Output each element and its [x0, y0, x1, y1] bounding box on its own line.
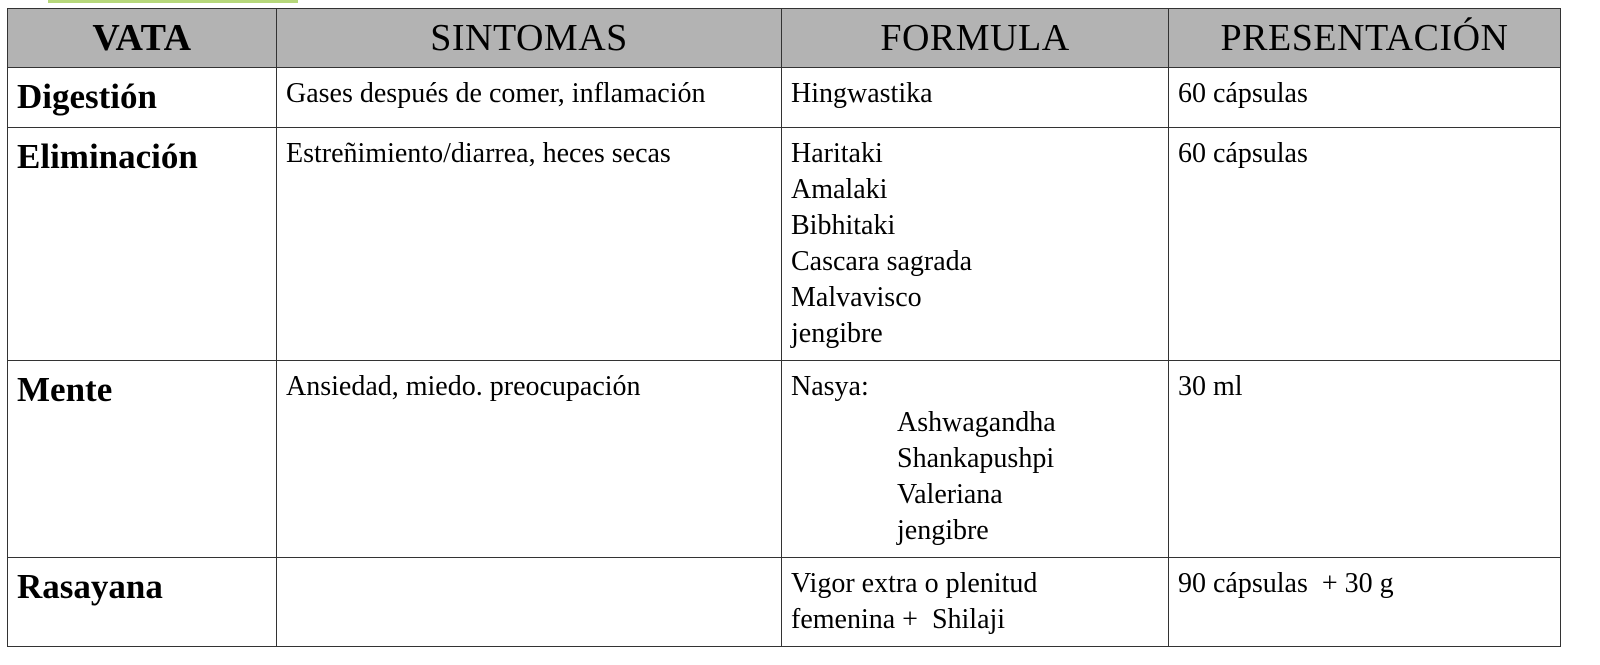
sintomas-cell: Estreñimiento/diarrea, heces secas [277, 128, 782, 361]
table-row-eliminacion [8, 128, 1561, 361]
formula-item: Shankapushpi [897, 443, 1055, 474]
header-presentacion: PRESENTACIÓN [1169, 9, 1561, 68]
formula-item: femenina + Shilaji [791, 604, 1006, 635]
formula-item: Vigor extra o plenitud [791, 568, 1038, 599]
formula-item: Malvavisco [791, 282, 922, 313]
presentacion-text: 90 cápsulas + 30 g [1178, 568, 1394, 599]
header-formula: FORMULA [782, 9, 1169, 68]
formula-item: jengibre [791, 318, 883, 349]
formula-item: Haritaki [791, 138, 883, 169]
formula-item: Hingwastika [791, 78, 933, 109]
sintomas-cell: Ansiedad, miedo. preocupación [277, 361, 782, 558]
presentacion-cell: 60 cápsulas [1169, 128, 1561, 361]
header-row [8, 9, 1561, 68]
formula-item: Bibhitaki [791, 210, 896, 241]
formula-item: Ashwagandha [897, 407, 1056, 438]
presentacion-cell: 60 cápsulas [1169, 68, 1561, 128]
table-row-rasayana [8, 558, 1561, 647]
table-row-mente [8, 361, 1561, 558]
formula-title: Nasya: [791, 371, 869, 402]
formula-item: jengibre [897, 515, 989, 546]
green-highlight-mark [48, 0, 298, 3]
formula-item: Valeriana [897, 479, 1003, 510]
formula-cell [782, 361, 1169, 558]
sintomas-cell: Gases después de comer, inflamación [277, 68, 782, 128]
presentacion-cell [1169, 558, 1561, 647]
row-category: Rasayana [8, 558, 277, 647]
table-row-digestion [8, 68, 1561, 128]
header-sintomas: SINTOMAS [277, 9, 782, 68]
header-vata: VATA [8, 9, 277, 68]
formula-item: Amalaki [791, 174, 888, 205]
row-category: Eliminación [8, 128, 277, 361]
sintomas-cell [277, 558, 782, 647]
vata-remedies-table [7, 8, 1561, 647]
formula-cell [782, 558, 1169, 647]
formula-item: Cascara sagrada [791, 246, 973, 277]
row-category: Mente [8, 361, 277, 558]
formula-cell [782, 128, 1169, 361]
presentacion-cell: 30 ml [1169, 361, 1561, 558]
formula-cell [782, 68, 1169, 128]
row-category: Digestión [8, 68, 277, 128]
